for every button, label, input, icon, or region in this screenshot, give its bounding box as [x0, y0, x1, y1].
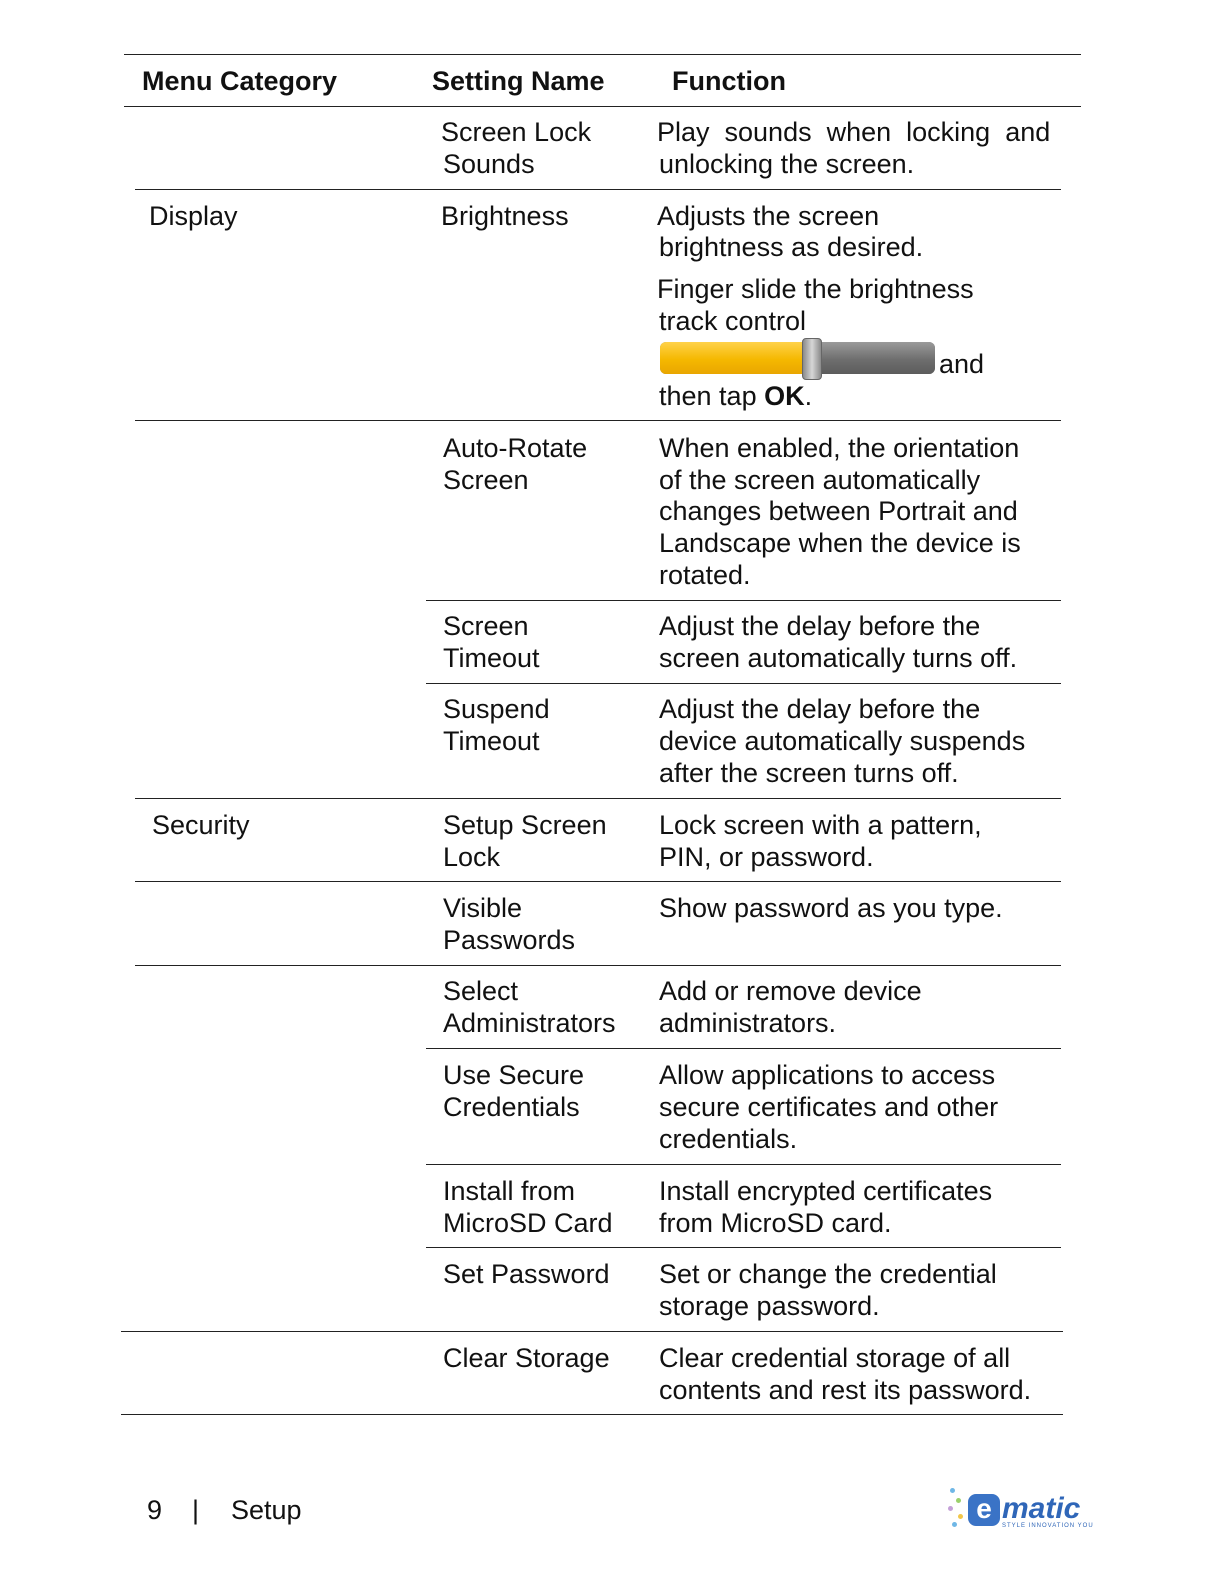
logo-e-mark: e	[968, 1494, 1000, 1526]
function-auto-rotate-4: Landscape when the device is	[659, 528, 1021, 558]
function-suspend-timeout-3: after the screen turns off.	[659, 758, 959, 788]
setting-suspend-timeout-2: Timeout	[443, 726, 540, 756]
function-setup-screen-lock-2: PIN, or password.	[659, 842, 874, 872]
row-divider	[135, 965, 1061, 966]
function-suspend-timeout-2: device automatically suspends	[659, 726, 1026, 756]
ok-label: OK	[764, 381, 805, 411]
setting-screen-timeout-2: Timeout	[443, 643, 540, 673]
row-divider	[135, 798, 1061, 799]
setting-suspend-timeout-1: Suspend	[443, 694, 550, 724]
setting-use-secure-credentials-2: Credentials	[443, 1092, 580, 1122]
function-brightness-1: Adjusts the screen	[657, 201, 880, 231]
setting-install-microsd-2: MicroSD Card	[443, 1208, 613, 1238]
function-suspend-timeout-1: Adjust the delay before the	[659, 694, 981, 724]
setting-visible-passwords-2: Passwords	[443, 925, 576, 955]
function-auto-rotate-2: of the screen automatically	[659, 465, 981, 495]
row-divider	[135, 881, 1061, 882]
setting-set-password: Set Password	[443, 1259, 610, 1289]
function-screen-lock-sounds-2: unlocking the screen.	[659, 149, 915, 179]
function-brightness-and: and	[939, 349, 985, 379]
footer-section: Setup	[231, 1495, 302, 1525]
logo-dot	[948, 1506, 953, 1511]
logo-dot	[958, 1514, 963, 1519]
row-divider	[426, 600, 1061, 601]
function-use-secure-credentials-2: secure certificates and other	[659, 1092, 999, 1122]
function-select-administrators-2: administrators.	[659, 1008, 837, 1038]
setting-setup-screen-lock-2: Lock	[443, 842, 501, 872]
row-divider	[121, 1331, 1063, 1332]
function-use-secure-credentials-1: Allow applications to access	[659, 1060, 996, 1090]
function-set-password-2: storage password.	[659, 1291, 880, 1321]
category-security: Security	[152, 810, 250, 840]
tap-suffix: .	[804, 381, 813, 411]
page-number: 9	[147, 1495, 163, 1525]
header-function: Function	[672, 66, 786, 96]
setting-use-secure-credentials-1: Use Secure	[443, 1060, 585, 1090]
brightness-slider-track	[660, 342, 935, 374]
logo-dot	[956, 1498, 961, 1503]
function-auto-rotate-3: changes between Portrait and	[659, 496, 1018, 526]
row-divider	[426, 1164, 1061, 1165]
setting-install-microsd-1: Install from	[443, 1176, 576, 1206]
logo-tagline: STYLE INNOVATION YOU	[1002, 1523, 1094, 1529]
function-screen-timeout-2: screen automatically turns off.	[659, 643, 1018, 673]
logo-dot	[952, 1522, 957, 1527]
header-bottom-rule	[124, 106, 1081, 107]
logo-wordmark: matic	[1002, 1492, 1081, 1525]
row-divider	[426, 1247, 1061, 1248]
logo-dot	[950, 1488, 955, 1493]
category-display: Display	[149, 201, 238, 231]
setting-select-administrators-1: Select	[443, 976, 519, 1006]
row-divider	[426, 1048, 1061, 1049]
function-brightness-3: Finger slide the brightness	[657, 274, 974, 304]
header-setting-name: Setting Name	[432, 66, 605, 96]
function-set-password-1: Set or change the credential	[659, 1259, 997, 1289]
function-brightness-2: brightness as desired.	[659, 232, 924, 262]
setting-clear-storage: Clear Storage	[443, 1343, 610, 1373]
function-select-administrators-1: Add or remove device	[659, 976, 922, 1006]
setting-select-administrators-2: Administrators	[443, 1008, 616, 1038]
brightness-slider-thumb	[802, 338, 822, 380]
table-bottom-rule	[121, 1414, 1063, 1415]
function-setup-screen-lock-1: Lock screen with a pattern,	[659, 810, 982, 840]
function-auto-rotate-1: When enabled, the orientation	[659, 433, 1020, 463]
brightness-slider	[660, 338, 935, 380]
setting-setup-screen-lock-1: Setup Screen	[443, 810, 607, 840]
setting-auto-rotate-1: Auto-Rotate	[443, 433, 588, 463]
function-install-microsd-1: Install encrypted certificates	[659, 1176, 993, 1206]
function-visible-passwords-1: Show password as you type.	[659, 893, 1003, 923]
function-brightness-tap	[659, 380, 812, 412]
brand-logo	[946, 1484, 1094, 1532]
row-divider	[426, 683, 1061, 684]
brightness-slider-rest	[811, 342, 935, 374]
table-top-rule	[124, 54, 1081, 55]
setting-screen-timeout-1: Screen	[443, 611, 529, 641]
function-clear-storage-2: contents and rest its password.	[659, 1375, 1032, 1405]
setting-screen-lock-sounds-1: Screen Lock	[441, 117, 592, 147]
footer-separator: |	[192, 1495, 200, 1525]
function-screen-lock-sounds-1: Play sounds when locking and	[657, 117, 1051, 147]
tap-prefix: then tap	[659, 381, 765, 411]
row-divider	[135, 420, 1061, 421]
setting-screen-lock-sounds-2: Sounds	[443, 149, 535, 179]
function-brightness-4: track control	[659, 306, 807, 336]
function-screen-timeout-1: Adjust the delay before the	[659, 611, 981, 641]
setting-visible-passwords-1: Visible	[443, 893, 523, 923]
function-clear-storage-1: Clear credential storage of all	[659, 1343, 1011, 1373]
header-menu-category: Menu Category	[142, 66, 338, 96]
function-install-microsd-2: from MicroSD card.	[659, 1208, 892, 1238]
row-divider	[135, 189, 1061, 190]
brightness-slider-fill	[660, 342, 811, 374]
setting-auto-rotate-2: Screen	[443, 465, 529, 495]
function-use-secure-credentials-3: credentials.	[659, 1124, 798, 1154]
setting-brightness: Brightness	[441, 201, 569, 231]
function-auto-rotate-5: rotated.	[659, 560, 751, 590]
